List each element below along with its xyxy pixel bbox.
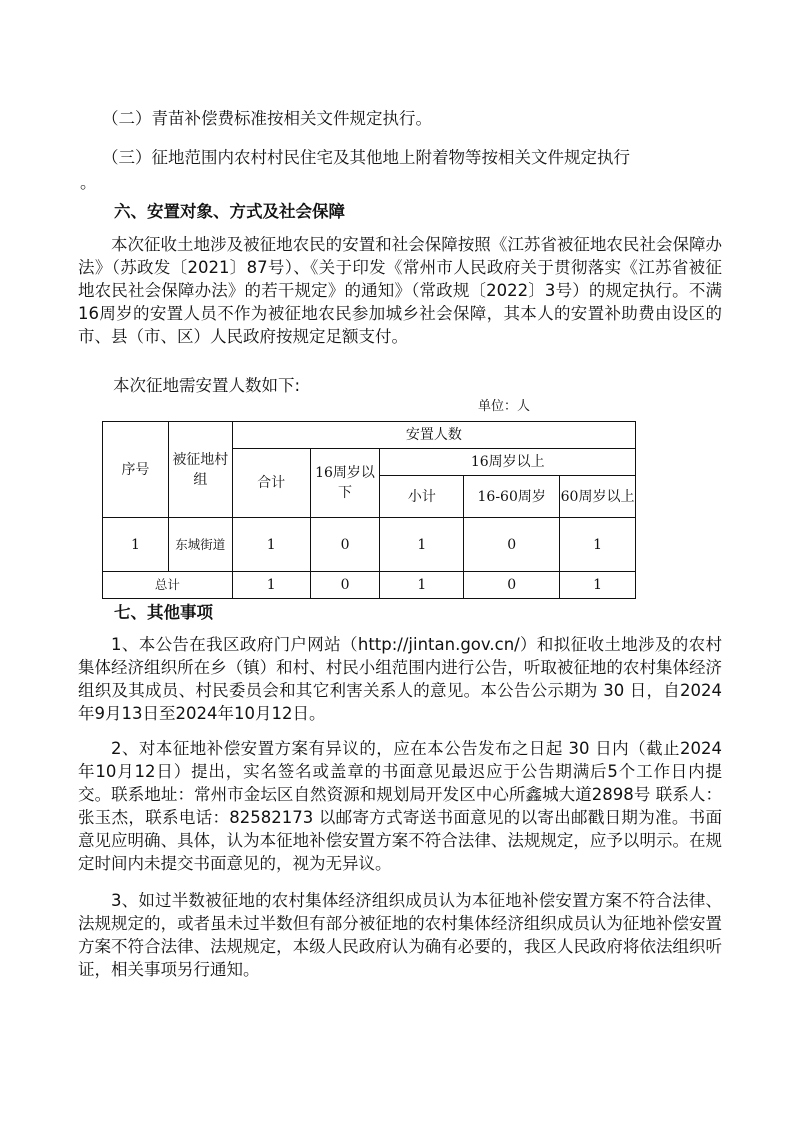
sum-age-16-60: 0 bbox=[464, 572, 560, 599]
table-intro: 本次征地需安置人数如下: bbox=[113, 376, 301, 395]
header-over-60: 60周岁以上 bbox=[560, 476, 636, 518]
section-7-paragraph-3: 3、如过半数被征地的农村集体经济组织成员认为本征地补偿安置方案不符合法律、法规规定的，或者虽未过半数但有部分被征地的农村集体经济组织成员认为征地补偿安置方案不符合法律、法规规定，本级人民政府认为确有必要的，我区人民政府将依法组织听证，相关事项另行通知。 bbox=[78, 891, 722, 979]
item-3-housing-compensation: （三）征地范围内农村村民住宅及其他地上附着物等按相关文件规定执行 bbox=[102, 148, 630, 167]
sum-over-60: 1 bbox=[560, 572, 636, 599]
header-subtotal: 小计 bbox=[380, 476, 464, 518]
cell-age-16-60: 0 bbox=[464, 518, 560, 572]
header-under-16: 16周岁以下 bbox=[310, 449, 380, 518]
resettlement-table bbox=[102, 421, 636, 599]
section-6-paragraph: 本次征收土地涉及被征地农民的安置和社会保障按照《江苏省被征地农民社会保障办法》（苏政发〔2021〕87号）、《关于印发《常州市人民政府关于贯彻落实《江苏省被征地农民社会保障办法》的若干规定》的通知》（常政规〔2022〕3号）的规定执行。不满16周岁的安置人员不作为被征地农民参加城乡社会保障，其本人的安置补助费由设区的市、县（市、区）人民政府按规定足额支付。 bbox=[78, 235, 722, 346]
cell-total: 1 bbox=[232, 518, 310, 572]
table-unit: 单位：人 bbox=[478, 399, 531, 414]
header-village: 被征地村组 bbox=[168, 422, 232, 518]
cell-over-60: 1 bbox=[560, 518, 636, 572]
header-total: 合计 bbox=[232, 449, 310, 518]
sum-label: 总计 bbox=[103, 572, 233, 599]
item-2-seedling-compensation: （二）青苗补偿费标准按相关文件规定执行。 bbox=[102, 109, 432, 128]
table-row bbox=[103, 518, 636, 572]
header-resettled-people: 安置人数 bbox=[232, 422, 635, 449]
cell-seq: 1 bbox=[103, 518, 169, 572]
header-over-16: 16周岁以上 bbox=[380, 449, 636, 476]
section-7-heading: 七、其他事项 bbox=[114, 603, 213, 622]
cell-village: 东城街道 bbox=[168, 518, 232, 572]
cell-under-16: 0 bbox=[310, 518, 380, 572]
item-3-tail: 。 bbox=[80, 173, 97, 192]
header-seq: 序号 bbox=[103, 422, 169, 518]
cell-subtotal: 1 bbox=[380, 518, 464, 572]
table-sum-row bbox=[103, 572, 636, 599]
header-age-16-60: 16-60周岁 bbox=[464, 476, 560, 518]
section-7-paragraph-1: 1、本公告在我区政府门户网站（http://jintan.gov.cn/）和拟征收土地涉及的农村集体经济组织所在乡（镇）和村、村民小组范围内进行公告，听取被征地的农村集体经济组织及其成员、村民委员会和其它利害关系人的意见。本公告公示期为 30 日，自2024年9月13日至2024年10月12日。 bbox=[78, 635, 722, 723]
sum-subtotal: 1 bbox=[380, 572, 464, 599]
section-6-heading: 六、安置对象、方式及社会保障 bbox=[114, 202, 345, 221]
section-7-paragraph-2: 2、对本征地补偿安置方案有异议的，应在本公告发布之日起 30 日内（截止2024年10月12日）提出，实名签名或盖章的书面意见最迟应于公告期满后5个工作日内提交。联系地址：常州市金坛区自然资源和规划局开发区中心所鑫城大道2898号 联系人：张玉杰，联系电话：82582173 以邮寄方式寄送书面意见的以寄出邮戳日期为准。书面意见应明确、具体，认为本征地补偿安置方案不符合法律、法规规定，应予以明示。在规定时间内未提交书面意见的，视为无异议。 bbox=[78, 739, 722, 873]
sum-total: 1 bbox=[232, 572, 310, 599]
sum-under-16: 0 bbox=[310, 572, 380, 599]
